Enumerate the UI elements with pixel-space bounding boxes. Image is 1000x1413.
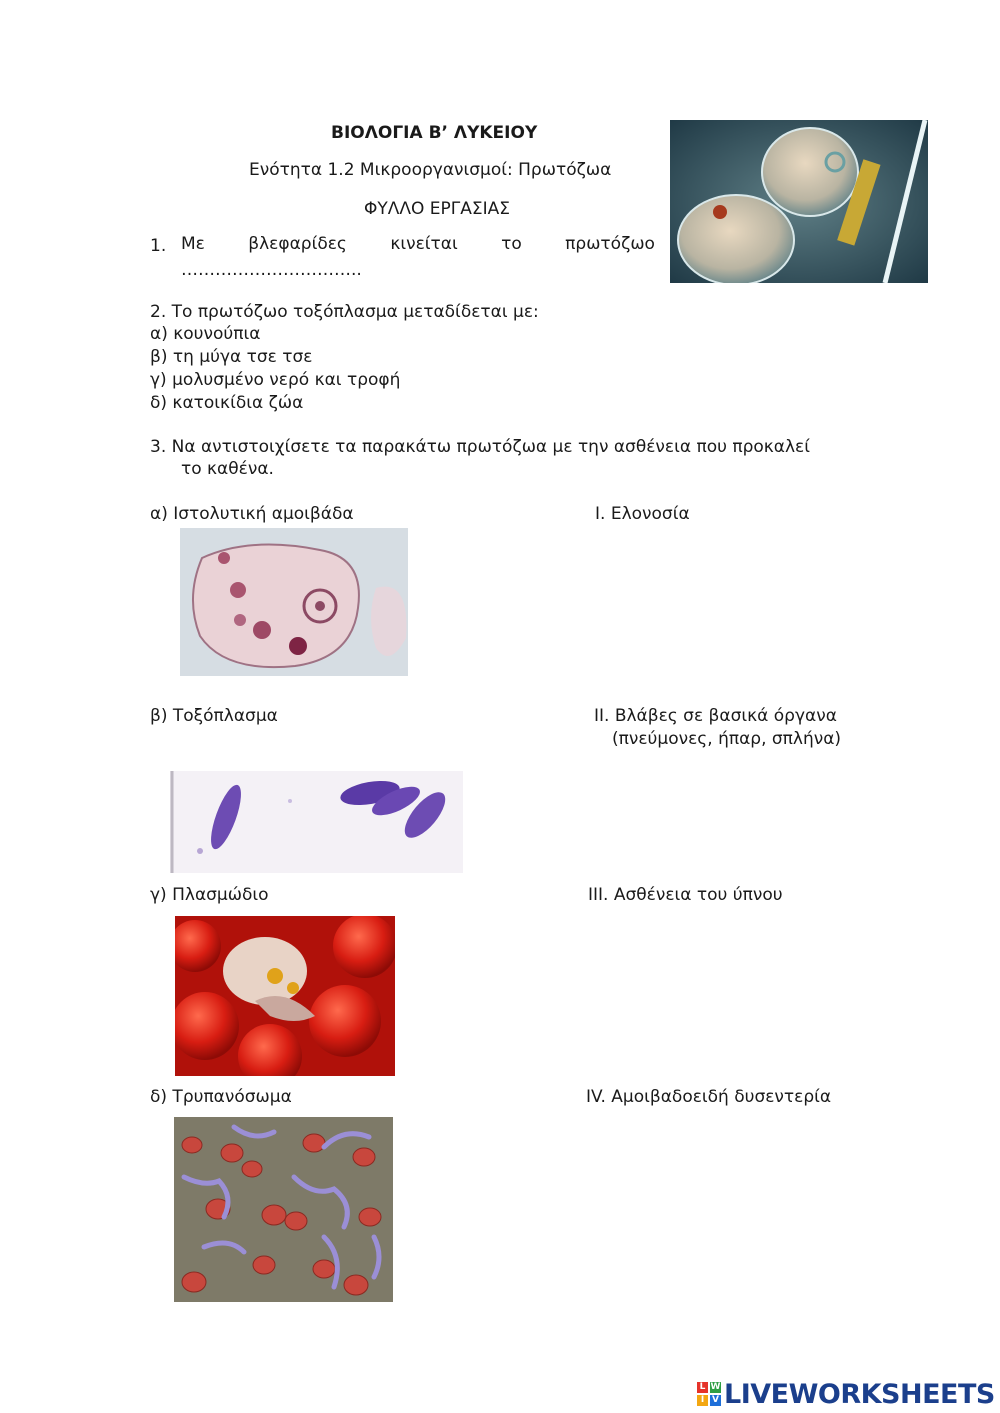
logo-tile: L [697, 1382, 708, 1393]
q2-option-c[interactable]: γ) μολυσμένο νερό και τροφή [150, 370, 401, 390]
logo-icon [697, 1382, 721, 1406]
q1-word: το [501, 234, 522, 254]
q1-answer-blank[interactable]: ………………………….. [181, 260, 362, 280]
organism-a: α) Ιστολυτική αμοιβάδα [150, 504, 354, 524]
logo-text: LIVEWORKSHEETS [724, 1378, 995, 1410]
disease-iv[interactable]: IV. Αμοιβαδοειδή δυσεντερία [586, 1087, 832, 1107]
worksheet-label: ΦΥΛΛΟ ΕΡΓΑΣΙΑΣ [364, 199, 511, 219]
q2-question: 2. Το πρωτόζωο τοξόπλασμα μεταδίδεται με: [150, 302, 539, 322]
q1-number: 1. [150, 236, 167, 256]
q1-word: κινείται [390, 234, 458, 254]
disease-ii[interactable]: II. Βλάβες σε βασικά όργανα [594, 706, 837, 726]
amoeba-image [180, 528, 408, 676]
disease-ii-detail: (πνεύμονες, ήπαρ, σπλήνα) [612, 729, 842, 749]
logo-tile: I [697, 1395, 708, 1406]
q3-question-cont: το καθένα. [181, 459, 274, 479]
plasmodium-image [175, 916, 395, 1076]
page-title: ΒΙΟΛΟΓΙΑ Β’ ΛΥΚΕΙΟΥ [331, 123, 538, 143]
disease-i[interactable]: I. Ελονοσία [595, 504, 690, 524]
q1-word: πρωτόζωο [565, 234, 655, 254]
q1-word: βλεφαρίδες [248, 234, 347, 254]
q3-question: 3. Να αντιστοιχίσετε τα παρακάτω πρωτόζωα με την ασθένεια που προκαλεί [150, 437, 811, 457]
logo-tile: W [710, 1382, 721, 1392]
organism-d: δ) Τρυπανόσωμα [150, 1087, 292, 1107]
logo-tile: V [710, 1395, 721, 1406]
q2-option-d[interactable]: δ) κατοικίδια ζώα [150, 393, 304, 413]
toxoplasma-image [170, 771, 463, 873]
q1-word: Με [181, 234, 205, 254]
q2-option-a[interactable]: α) κουνούπια [150, 324, 261, 344]
paramecium-image [670, 120, 928, 283]
q1-question [181, 234, 655, 254]
disease-iii[interactable]: III. Ασθένεια του ύπνου [588, 885, 783, 905]
organism-b: β) Τοξόπλασμα [150, 706, 278, 726]
liveworksheets-logo[interactable] [697, 1376, 995, 1412]
q2-option-b[interactable]: β) τη μύγα τσε τσε [150, 347, 313, 367]
unit-subtitle: Ενότητα 1.2 Μικροοργανισμοί: Πρωτόζωα [249, 160, 612, 180]
trypanosoma-image [174, 1117, 393, 1302]
organism-c: γ) Πλασμώδιο [150, 885, 269, 905]
